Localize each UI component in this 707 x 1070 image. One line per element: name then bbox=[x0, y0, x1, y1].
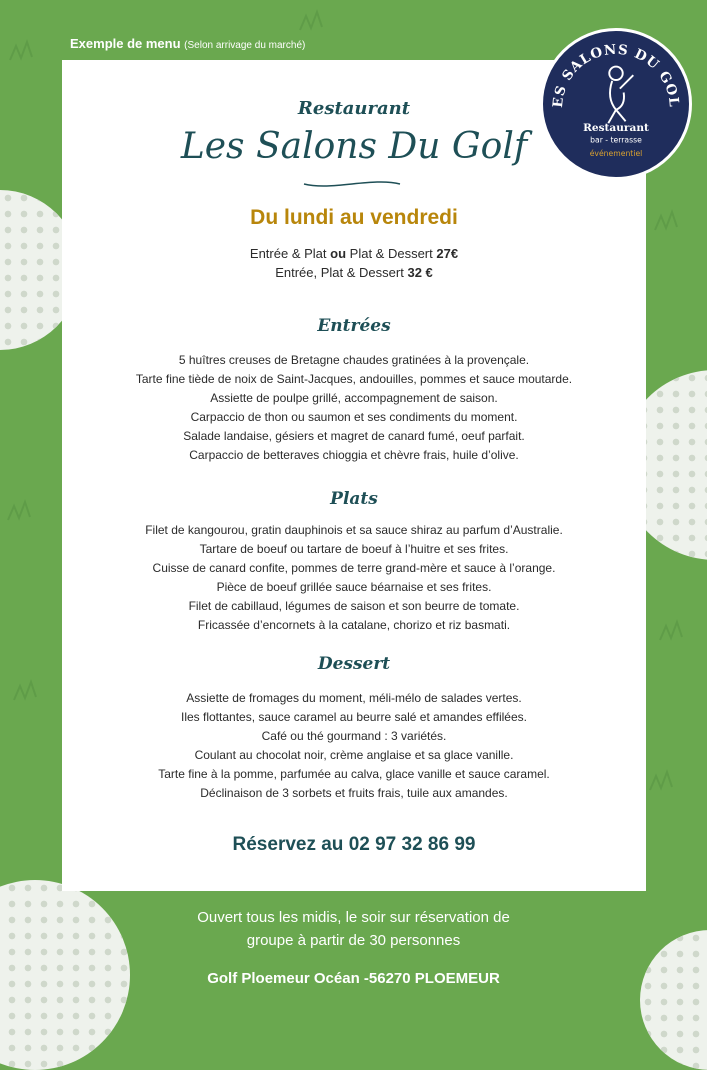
list-item: Salade landaise, gésiers et magret de canard fumé, oeuf parfait. bbox=[183, 429, 525, 444]
plats-list bbox=[62, 521, 646, 636]
logo-line2: bar - terrasse bbox=[590, 135, 642, 145]
reservation-phone[interactable]: Réservez au 02 97 32 86 99 bbox=[232, 834, 476, 855]
list-item: Assiette de poulpe grillé, accompagnement de saison. bbox=[210, 391, 498, 406]
list-item: Pièce de boeuf grillée sauce béarnaise et ses frites. bbox=[216, 580, 492, 595]
section-title-plats: Plats bbox=[330, 489, 378, 509]
address: Golf Ploemeur Océan -56270 PLOEMEUR bbox=[207, 970, 500, 987]
section-title-entrees: Entrées bbox=[317, 316, 391, 336]
title-swash bbox=[302, 177, 402, 191]
list-item: Coulant au chocolat noir, crème anglaise et sa glace vanille. bbox=[194, 748, 514, 763]
list-item: 5 huîtres creuses de Bretagne chaudes gratinées à la provençale. bbox=[178, 353, 530, 367]
list-item: Carpaccio de betteraves chioggia et chèvre frais, huile d’olive. bbox=[189, 448, 519, 463]
logo-line1: Restaurant bbox=[583, 121, 649, 134]
offer-line1: Entrée & Plat ou Plat & Dessert 27€ bbox=[249, 246, 459, 261]
list-item: Fricassée d’encornets à la catalane, chorizo et riz basmati. bbox=[197, 618, 511, 633]
list-item: Tartare de boeuf ou tartare de boeuf à l’huitre et ses frites. bbox=[199, 542, 509, 557]
list-item: Tarte fine tiède de noix de Saint-Jacques, andouilles, pommes et sauce moutarde. bbox=[135, 372, 573, 387]
brand-title: Les Salons Du Golf bbox=[180, 126, 528, 167]
opening-hours: Ouvert tous les midis, le soir sur réservation de groupe à partir de 30 personnes bbox=[197, 909, 510, 949]
brand-restaurant: Restaurant bbox=[297, 98, 411, 119]
list-item: Déclinaison de 3 sorbets et fruits frais, tuile aux amandes. bbox=[200, 786, 508, 801]
list-item: Assiette de fromages du moment, méli-mélo de salades vertes. bbox=[186, 691, 522, 705]
list-item: Café ou thé gourmand : 3 variétés. bbox=[261, 729, 447, 744]
menu-note: Exemple de menu (Selon arrivage du marché) bbox=[70, 36, 306, 51]
list-item: Carpaccio de thon ou saumon et ses condiments du moment. bbox=[190, 410, 518, 425]
entrees-list bbox=[62, 351, 646, 466]
dessert-list bbox=[62, 689, 646, 804]
kangaroo-golfer-icon bbox=[608, 67, 633, 124]
list-item: Iles flottantes, sauce caramel au beurre salé et amandes effilées. bbox=[181, 710, 527, 725]
svg-text:LES SALONS DU GOLF bbox=[543, 31, 682, 108]
logo-arc-text: ES SALONS DU GOL bbox=[549, 41, 682, 109]
offer-days: Du lundi au vendredi bbox=[250, 206, 458, 229]
list-item: Tarte fine à la pomme, parfumée au calva, glace vanille et sauce caramel. bbox=[158, 767, 550, 782]
offer-line2: Entrée, Plat & Dessert 32 € bbox=[275, 265, 433, 280]
list-item: Filet de kangourou, gratin dauphinois et sa sauce shiraz au parfum d’Australie. bbox=[145, 523, 563, 537]
logo-line3: événementiel bbox=[589, 148, 643, 158]
restaurant-logo bbox=[540, 28, 692, 180]
menu-card bbox=[62, 60, 646, 891]
section-title-dessert: Dessert bbox=[317, 654, 391, 674]
list-item: Cuisse de canard confite, pommes de terre grand-mère et sauce à l’orange. bbox=[152, 561, 556, 576]
list-item: Filet de cabillaud, légumes de saison et son beurre de tomate. bbox=[188, 599, 520, 614]
